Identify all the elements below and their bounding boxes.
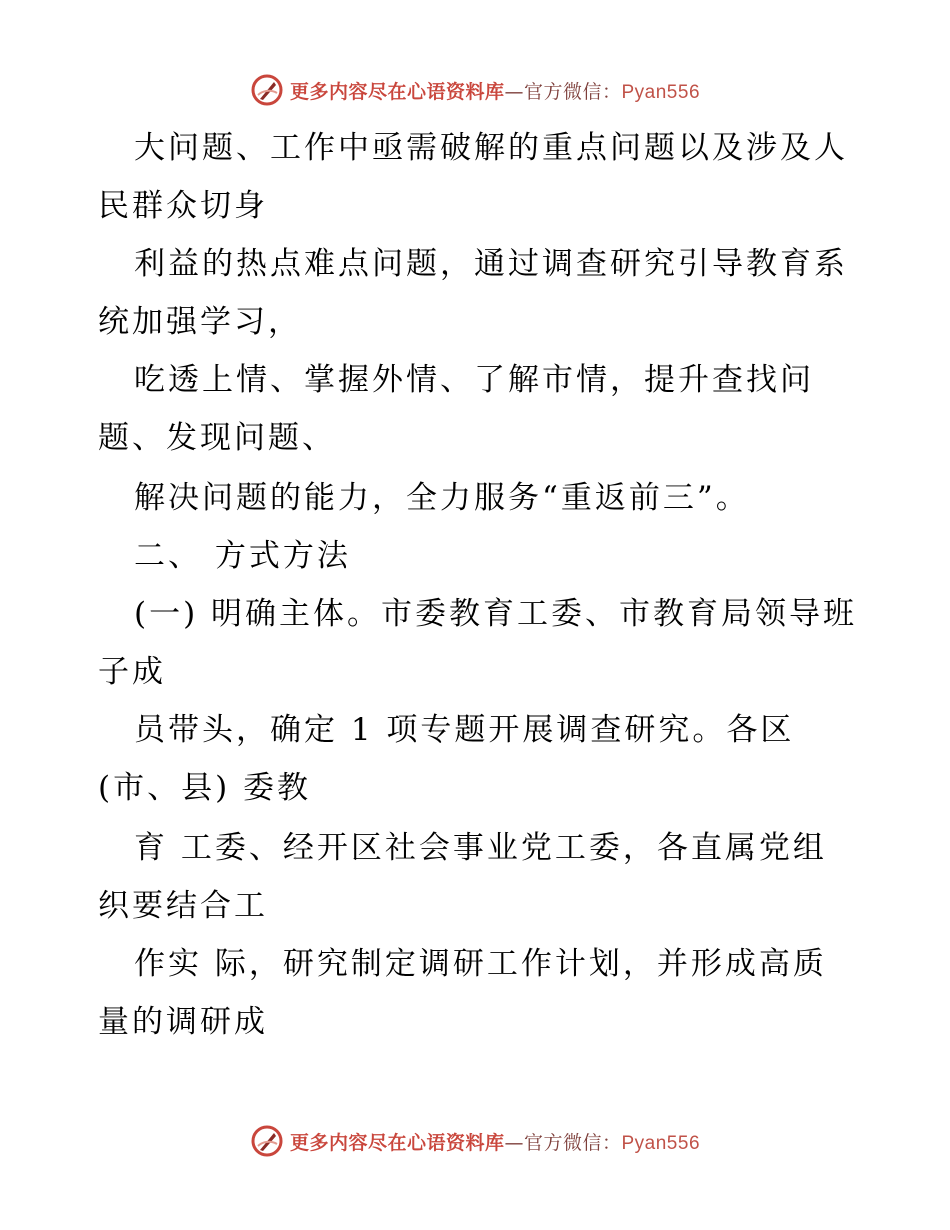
text-line: 育 工委、经开区社会事业党工委，各直属党组 bbox=[134, 830, 827, 866]
text-line: 吃透上情、掌握外情、了解市情，提升查找问 bbox=[134, 362, 814, 398]
text-line: 解决问题的能力，全力服务“重返前三”。 bbox=[134, 480, 750, 516]
text-line: 统加强学习， bbox=[98, 304, 302, 340]
text-line: 子成 bbox=[98, 654, 166, 690]
quill-logo-icon bbox=[250, 73, 284, 107]
text-line: 员带头，确定 1 项专题开展调查研究。各区 bbox=[134, 712, 795, 748]
watermark-contact-label: 官方微信： bbox=[523, 1131, 622, 1154]
text-line: 利益的热点难点问题，通过调查研究引导教育系 bbox=[134, 246, 848, 282]
text-line: 民群众切身 bbox=[98, 188, 268, 224]
watermark-contact-id: Pyan556 bbox=[621, 1132, 701, 1154]
text-line: 量的调研成 bbox=[98, 1004, 268, 1040]
watermark-contact-label: 官方微信： bbox=[523, 80, 622, 103]
watermark-brand: 更多内容尽在心语资料库 bbox=[289, 80, 505, 103]
text-line: 大问题、工作中亟需破解的重点问题以及涉及人 bbox=[134, 130, 848, 166]
text-line: 织要结合工 bbox=[98, 888, 268, 924]
watermark-brand: 更多内容尽在心语资料库 bbox=[289, 1131, 505, 1154]
quill-logo-icon bbox=[250, 1124, 284, 1158]
watermark-dash: — bbox=[504, 80, 524, 103]
text-line: 题、发现问题、 bbox=[98, 420, 336, 456]
section-heading: 二、 方式方法 bbox=[134, 538, 351, 574]
text-line: 作实 际，研究制定调研工作计划，并形成高质 bbox=[134, 946, 827, 982]
watermark-contact-id: Pyan556 bbox=[621, 81, 701, 103]
header-watermark bbox=[0, 72, 950, 108]
text-line: (一) 明确主体。市委教育工委、市教育局领导班 bbox=[134, 596, 858, 632]
footer-watermark bbox=[0, 1123, 950, 1159]
watermark-dash: — bbox=[504, 1131, 524, 1154]
text-line: (市、县) 委教 bbox=[98, 770, 312, 806]
